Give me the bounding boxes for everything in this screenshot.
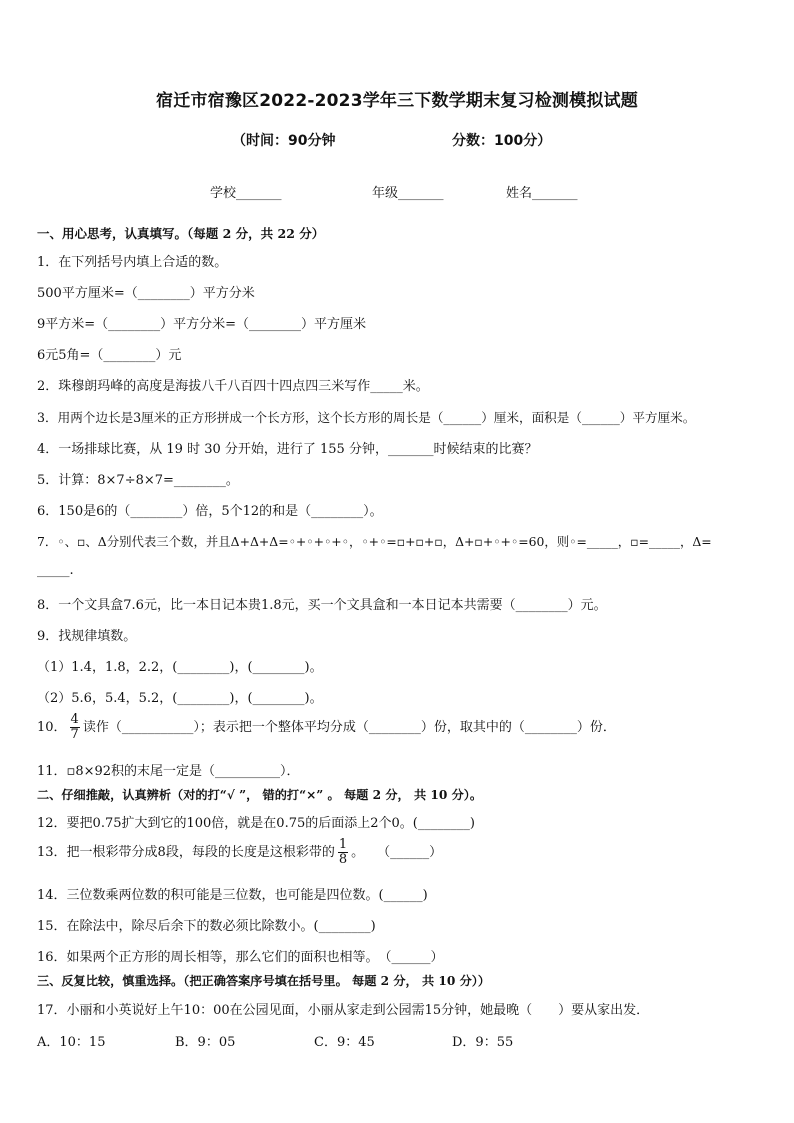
question-1c: 6元5角=（________）元 bbox=[37, 348, 182, 363]
question-1b: 9平方米=（________）平方分米=（________）平方厘米 bbox=[37, 317, 367, 332]
question-13 bbox=[37, 838, 442, 867]
question-7-continued: _____. bbox=[37, 563, 74, 578]
question-5: 5．计算：8×7÷8×7=________。 bbox=[37, 473, 239, 488]
question-9b: （2）5.6，5.4，5.2，(________)，(________)。 bbox=[37, 691, 323, 706]
fraction-denominator: 7 bbox=[70, 727, 79, 742]
page-title: 宿迁市宿豫区2022-2023学年三下数学期末复习检测模拟试题 bbox=[156, 91, 638, 111]
section-3-heading: 三、反复比较，慎重选择。（把正确答案序号填在括号里。 每题 2 分， 共 10 分）） bbox=[37, 974, 491, 988]
fraction-numerator: 4 bbox=[70, 712, 79, 727]
question-7: 7．◦、▫、Δ分别代表三个数，并且Δ+Δ+Δ=◦+◦+◦+◦，◦+◦=▫+▫+▫，Δ+▫+◦+◦=60，则◦=_____，▫=_____，Δ= bbox=[37, 534, 712, 549]
option-d: D．9：55 bbox=[452, 1035, 514, 1050]
grade-field: 年级_______ bbox=[372, 186, 444, 201]
question-10 bbox=[37, 713, 616, 742]
exam-score: 分数：100分） bbox=[452, 133, 552, 149]
fraction-four-sevenths bbox=[70, 713, 80, 742]
fraction-denominator: 8 bbox=[338, 852, 348, 867]
question-2: 2．珠穆朗玛峰的高度是海拔八千八百四十四点四三米写作_____米。 bbox=[37, 379, 429, 394]
question-14: 14．三位数乘两位数的积可能是三位数，也可能是四位数。(______) bbox=[37, 888, 428, 903]
question-10-text: 读作（___________）；表示把一个整体平均分成（________）份，取其中的（________）份． bbox=[82, 720, 616, 735]
question-1: 1．在下列括号内填上合适的数。 bbox=[37, 255, 228, 270]
question-8: 8．一个文具盒7.6元，比一本日记本贵1.8元，买一个文具盒和一本日记本共需要（________）元。 bbox=[37, 598, 607, 613]
question-9: 9．找规律填数。 bbox=[37, 629, 137, 644]
question-1a: 500平方厘米=（________）平方分米 bbox=[37, 286, 255, 301]
section-1-heading: 一、用心思考，认真填写。（每题 2 分，共 22 分） bbox=[37, 226, 325, 241]
fraction-numerator: 1 bbox=[338, 837, 348, 852]
name-field: 姓名_______ bbox=[506, 186, 578, 201]
question-13-answer: 。 （______） bbox=[351, 845, 443, 860]
question-3: 3．用两个边长是3厘米的正方形拼成一个长方形，这个长方形的周长是（______）厘米，面积是（______）平方厘米。 bbox=[37, 410, 696, 425]
question-13-text: 13．把一根彩带分成8段，每段的长度是这根彩带的 bbox=[37, 845, 335, 860]
question-6: 6．150是6的（________）倍，5个12的和是（________）。 bbox=[37, 504, 383, 519]
question-10-number: 10． bbox=[37, 720, 67, 735]
question-15: 15．在除法中，除尽后余下的数必须比除数小。(________) bbox=[37, 919, 376, 934]
option-b: B．9：05 bbox=[175, 1035, 236, 1050]
question-11: 11．▫8×92积的末尾一定是（__________）． bbox=[37, 764, 300, 779]
option-c: C．9：45 bbox=[314, 1035, 375, 1050]
question-4: 4．一场排球比赛，从 19 时 30 分开始，进行了 155 分钟，_______时候结束的比赛？ bbox=[37, 442, 538, 457]
school-field: 学校_______ bbox=[210, 186, 282, 201]
option-a: A．10：15 bbox=[37, 1035, 106, 1050]
question-9a: （1）1.4，1.8，2.2，(________)，(________)。 bbox=[37, 660, 323, 675]
question-17: 17．小丽和小英说好上午10：00在公园见面，小丽从家走到公园需15分钟，她最晚（ ）要从家出发． bbox=[37, 1003, 650, 1018]
fraction-one-eighth bbox=[338, 838, 348, 867]
section-2-heading: 二、仔细推敲，认真辨析（对的打“√ ”， 错的打“×” 。 每题 2 分， 共 10 分）。 bbox=[37, 788, 483, 802]
question-12: 12．要把0.75扩大到它的100倍，就是在0.75的后面添上2个0。(________) bbox=[37, 816, 475, 831]
exam-time: （时间：90分钟 bbox=[232, 133, 336, 149]
question-16: 16．如果两个正方形的周长相等，那么它们的面积也相等。 （______） bbox=[37, 950, 444, 965]
